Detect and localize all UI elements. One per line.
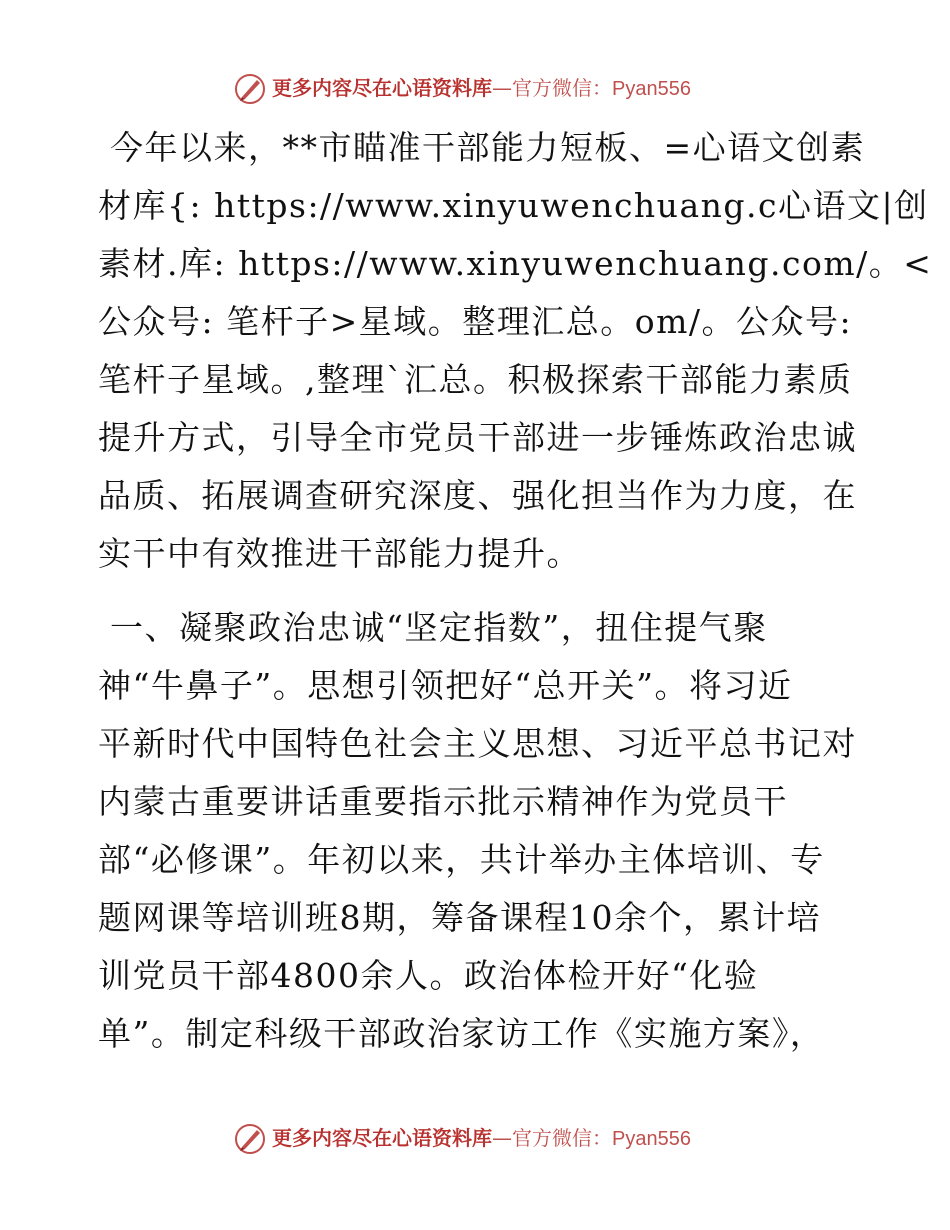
- watermark-dash: —: [492, 76, 512, 100]
- text-line: 材库{: https://www.xinyuwenchuang.c心语文|创: [98, 186, 929, 225]
- pen-logo-icon: [233, 72, 267, 106]
- text-line: 公众号: 笔杆子>星域。整理汇总。om/。公众号:: [98, 302, 853, 341]
- pen-logo-icon: [233, 1122, 267, 1156]
- watermark-mid: 官方微信：: [512, 76, 612, 100]
- footer-watermark: [0, 1120, 950, 1160]
- watermark-mid: 官方微信：: [512, 1126, 612, 1150]
- text-line: 部“必修课”。年初以来，共计举办主体培训、专: [98, 840, 825, 879]
- text-line: 提升方式，引导全市党员干部进一步锤炼政治忠诚: [98, 418, 857, 457]
- text-line: 训党员干部4800余人。政治体检开好“化验: [98, 956, 759, 995]
- text-line: 素材.库: https://www.xinyuwenchuang.com/。<: [98, 244, 933, 283]
- text-line: 神“牛鼻子”。思想引领把好“总开关”。将习近: [98, 666, 793, 705]
- watermark-dash: —: [492, 1126, 512, 1150]
- text-line: 实干中有效推进干部能力提升。: [98, 534, 581, 573]
- watermark-text: [272, 1125, 691, 1152]
- watermark-main: 更多内容尽在心语资料库: [272, 1126, 492, 1150]
- header-watermark: [0, 70, 950, 110]
- text-line: 平新时代中国特色社会主义思想、习近平总书记对: [98, 724, 857, 763]
- text-line: 今年以来，**市瞄准干部能力短板、=心语文创素: [98, 128, 866, 167]
- watermark-wechat: Pyan556: [612, 78, 691, 100]
- text-line: 品质、拓展调查研究深度、强化担当作为力度，在: [98, 476, 857, 515]
- text-line: 题网课等培训班8期，筹备课程10余个，累计培: [98, 898, 821, 937]
- watermark-text: [272, 75, 691, 102]
- text-line: 内蒙古重要讲话重要指示批示精神作为党员干: [98, 782, 788, 821]
- text-line: 一、凝聚政治忠诚“坚定指数”，扭住提气聚: [98, 608, 768, 647]
- watermark-main: 更多内容尽在心语资料库: [272, 76, 492, 100]
- watermark-wechat: Pyan556: [612, 1128, 691, 1150]
- text-line: 单”。制定科级干部政治家访工作《实施方案》，: [98, 1014, 825, 1053]
- text-line: 笔杆子星域。,整理`汇总。积极探索干部能力素质: [98, 360, 853, 399]
